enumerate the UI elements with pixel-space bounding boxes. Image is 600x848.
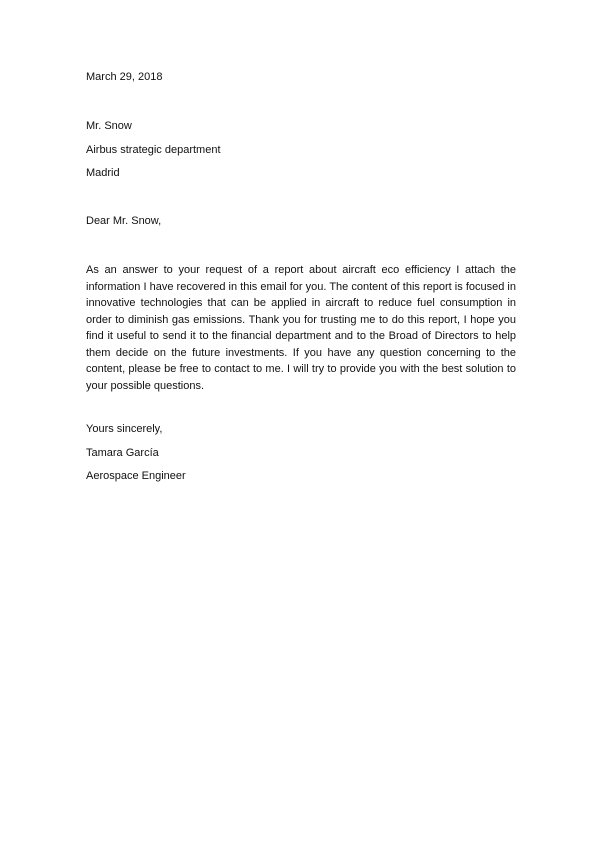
recipient-name: Mr. Snow bbox=[86, 120, 132, 132]
closing: Yours sincerely, bbox=[86, 423, 163, 435]
salutation: Dear Mr. Snow, bbox=[86, 215, 162, 227]
letter-date: March 29, 2018 bbox=[86, 71, 163, 83]
signature-name: Tamara García bbox=[86, 447, 159, 459]
letter-body-paragraph: As an answer to your request of a report about aircraft eco efficiency I attach the information I have recovered in this email for you. The content of this report is focused in innovative technologies that can be applied in aircraft to reduce fuel consumption in order to diminish gas emissions. Thank you for trusting me to do this report, I hope you find it useful to send it to the financial department and to the Broad of Directors to help them decide on the future investments. If you have any question concerning to the content, please be free to contact to me. I will try to provide you with the best solution to your possible questions. bbox=[86, 264, 516, 392]
signature-title: Aerospace Engineer bbox=[86, 470, 186, 482]
recipient-department: Airbus strategic department bbox=[86, 144, 221, 156]
recipient-city: Madrid bbox=[86, 167, 120, 179]
